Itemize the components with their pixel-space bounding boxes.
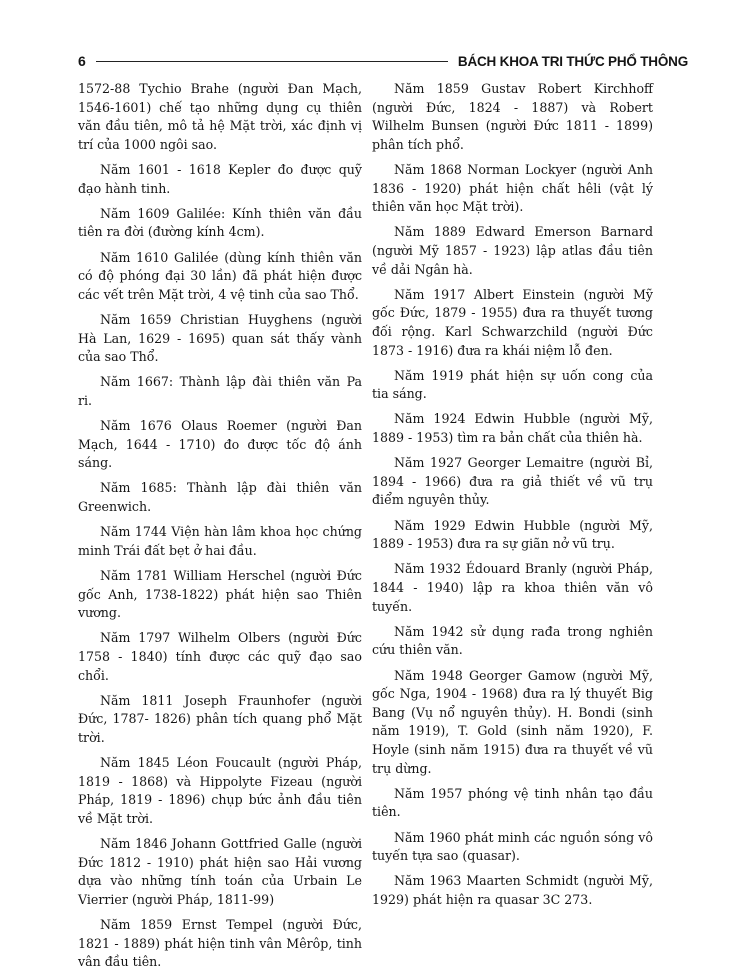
timeline-entry: Năm 1601 - 1618 Kepler đo được quỹ đạo hành tinh. [78,161,362,196]
running-header [78,50,688,72]
timeline-entry: Năm 1924 Edwin Hubble (người Mỹ, 1889 - 1953) tìm ra bản chất của thiên hà. [372,411,653,446]
timeline-entry: Năm 1868 Norman Lockyer (người Anh 1836 - 1920) phát hiện chất hêli (vật lý thiên văn học Mặt trời). [372,161,653,215]
timeline-entry: Năm 1932 Édouard Branly (người Pháp, 1844 - 1940) lập ra khoa thiên văn vô tuyến. [372,561,653,614]
timeline-entry: Năm 1963 Maarten Schmidt (người Mỹ, 1929) phát hiện ra quasar 3C 273. [372,873,653,907]
timeline-entry: Năm 1685: Thành lập đài thiên văn Greenwich. [78,480,362,515]
timeline-entry: Năm 1610 Galilée (dùng kính thiên văn có độ phóng đại 30 lần) đã phát hiện được các vết trên Mặt trời, 4 vệ tinh của sao Thổ. [78,249,362,302]
timeline-entry: Năm 1929 Edwin Hubble (người Mỹ, 1889 - 1953) đưa ra sự giãn nở vũ trụ. [372,517,653,552]
timeline-entry: Năm 1927 Georger Lemaitre (người Bỉ, 1894 - 1966) đưa ra giả thiết về vũ trụ điểm nguyên thủy. [372,455,653,508]
timeline-entry: Năm 1889 Edward Emerson Barnard (người Mỹ 1857 - 1923) lập atlas đầu tiên về dải Ngân hà. [372,224,653,277]
left-column [78,80,362,978]
timeline-entry: Năm 1859 Gustav Robert Kirchhoff (người Đức, 1824 - 1887) và Robert Wilhelm Bunsen (người Đức 1811 - 1899) phân tích phổ. [372,81,653,152]
header-rule [96,61,448,62]
timeline-entry: Năm 1659 Christian Huyghens (người Hà Lan, 1629 - 1695) quan sát thấy vành của sao Thổ. [78,311,362,365]
timeline-entry: Năm 1811 Joseph Fraunhofer (người Đức, 1787- 1826) phân tích quang phổ Mặt trời. [78,692,362,745]
timeline-entry: Năm 1942 sử dụng rađa trong nghiên cứu thiên văn. [372,623,653,658]
timeline-entry: Năm 1859 Ernst Tempel (người Đức, 1821 - 1889) phát hiện tinh vân Mêrôp, tinh vân đầu tiên. [78,917,362,970]
right-column [372,80,653,916]
timeline-entry: Năm 1609 Galilée: Kính thiên văn đầu tiên ra đời (đường kính 4cm). [78,205,362,240]
timeline-entry: Năm 1797 Wilhelm Olbers (người Đức 1758 - 1840) tính được các quỹ đạo sao chổi. [78,630,362,683]
running-title: BÁCH KHOA TRI THỨC PHỔ THÔNG [457,53,688,69]
timeline-entry: Năm 1957 phóng vệ tinh nhân tạo đầu tiên. [372,785,653,820]
timeline-entry: Năm 1667: Thành lập đài thiên văn Pa ri. [78,374,362,408]
timeline-entry: Năm 1846 Johann Gottfried Galle (người Đức 1812 - 1910) phát hiện sao Hải vương dựa vào những tính toán của Urbain Le Vierrier (người Pháp, 1811-99) [78,836,362,907]
timeline-entry: Năm 1676 Olaus Roemer (người Đan Mạch, 1644 - 1710) đo được tốc độ ánh sáng. [78,418,362,471]
page-number: 6 [78,53,86,69]
timeline-entry: Năm 1948 Georger Gamow (người Mỹ, gốc Nga, 1904 - 1968) đưa ra lý thuyết Big Bang (Vụ nổ nguyên thủy). H. Bondi (sinh năm 1919), T. Gold (sinh năm 1920), F. Hoyle (sinh năm 1915) đưa ra thuyết về vũ trụ dừng. [372,667,653,776]
timeline-entry: Năm 1919 phát hiện sự uốn cong của tia sáng. [372,367,653,402]
timeline-entry: 1572-88 Tychio Brahe (người Đan Mạch, 1546-1601) chế tạo những dụng cụ thiên văn đầu tiên, mô tả hệ Mặt trời, xác định vị trí của 1000 ngôi sao. [78,81,362,152]
timeline-entry: Năm 1781 William Herschel (người Đức gốc Anh, 1738-1822) phát hiện sao Thiên vương. [78,568,362,621]
timeline-entry: Năm 1845 Léon Foucault (người Pháp, 1819 - 1868) và Hippolyte Fizeau (người Pháp, 1819 - 1896) chụp bức ảnh đầu tiên về Mặt trời. [78,755,362,826]
timeline-entry: Năm 1744 Viện hàn lâm khoa học chứng minh Trái đất bẹt ở hai đầu. [78,524,362,558]
timeline-entry: Năm 1960 phát minh các nguồn sóng vô tuyến tựa sao (quasar). [372,829,653,864]
timeline-entry: Năm 1917 Albert Einstein (người Mỹ gốc Đức, 1879 - 1955) đưa ra thuyết tương đối rộng. Karl Schwarzchild (người Đức 1873 - 1916) đưa ra khái niệm lỗ đen. [372,286,653,358]
